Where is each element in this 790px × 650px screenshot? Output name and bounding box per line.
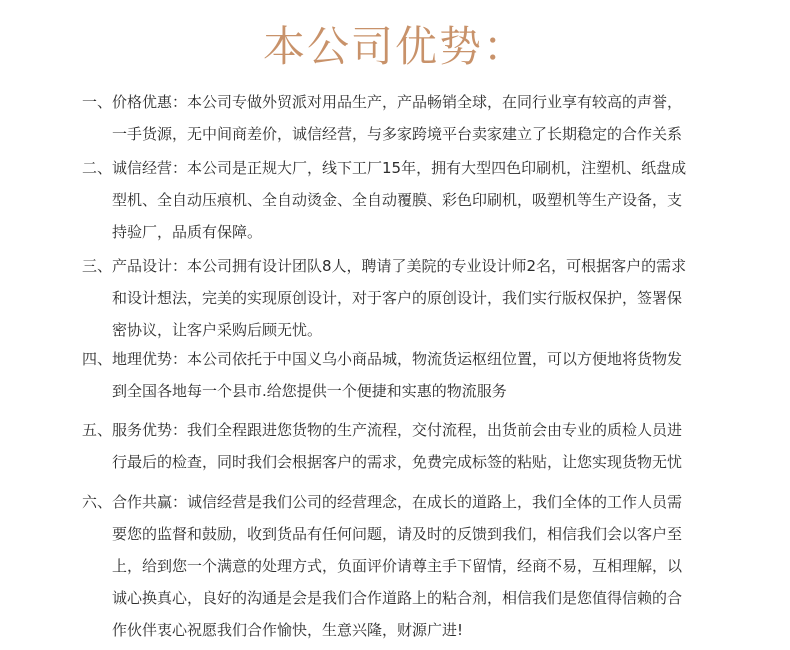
section-line: 要您的监督和鼓励，收到货品有任何问题，请及时的反馈到我们，相信我们会以客户至 <box>112 525 683 543</box>
section-price-advantage <box>82 86 717 150</box>
section-integrity <box>82 152 717 248</box>
section-line: 持验厂，品质有保障。 <box>112 223 263 241</box>
section-line: 作伙伴衷心祝愿我们合作愉快，生意兴隆，财源广进! <box>112 621 464 639</box>
section-line: 诚心换真心，良好的沟通是会是我们合作道路上的粘合剂，相信我们是您值得信赖的合 <box>112 589 683 607</box>
section-line: 密协议，让客户采购后顾无忧。 <box>112 321 323 339</box>
section-line: 行最后的检查，同时我们会根据客户的需求，免费完成标签的粘贴，让您实现货物无忧 <box>112 453 683 471</box>
section-line: 一手货源，无中间商差价，诚信经营，与多家跨境平台卖家建立了长期稳定的合作关系 <box>112 125 683 143</box>
section-geographic-advantage <box>82 343 717 407</box>
section-line: 一、价格优惠：本公司专做外贸派对用品生产，产品畅销全球，在同行业享有较高的声誉， <box>82 93 683 111</box>
section-service-advantage <box>82 414 717 478</box>
section-line: 和设计想法，完美的实现原创设计，对于客户的原创设计，我们实行版权保护，签署保 <box>112 289 683 307</box>
section-line: 四、地理优势：本公司依托于中国义乌小商品城，物流货运枢纽位置，可以方便地将货物发 <box>82 350 683 368</box>
section-line: 六、合作共赢：诚信经营是我们公司的经营理念，在成长的道路上，我们全体的工作人员需 <box>82 493 683 511</box>
page-title: 本公司优势： <box>262 22 527 71</box>
section-line: 上，给到您一个满意的处理方式，负面评价请尊主手下留情，经商不易，互相理解，以 <box>112 557 683 575</box>
section-line: 五、服务优势：我们全程跟进您货物的生产流程，交付流程，出货前会由专业的质检人员进 <box>82 421 683 439</box>
section-product-design <box>82 250 717 346</box>
section-line: 三、产品设计：本公司拥有设计团队8人，聘请了美院的专业设计师2名，可根据客户的需求 <box>82 257 687 275</box>
section-line: 型机、全自动压痕机、全自动烫金、全自动覆膜、彩色印刷机，吸塑机等生产设备，支 <box>112 191 683 209</box>
section-line: 到全国各地每一个县市.给您提供一个便捷和实惠的物流服务 <box>112 382 507 400</box>
section-line: 二、诚信经营：本公司是正规大厂，线下工厂15年，拥有大型四色印刷机，注塑机、纸盘成 <box>82 159 687 177</box>
section-win-win-cooperation <box>82 486 717 646</box>
